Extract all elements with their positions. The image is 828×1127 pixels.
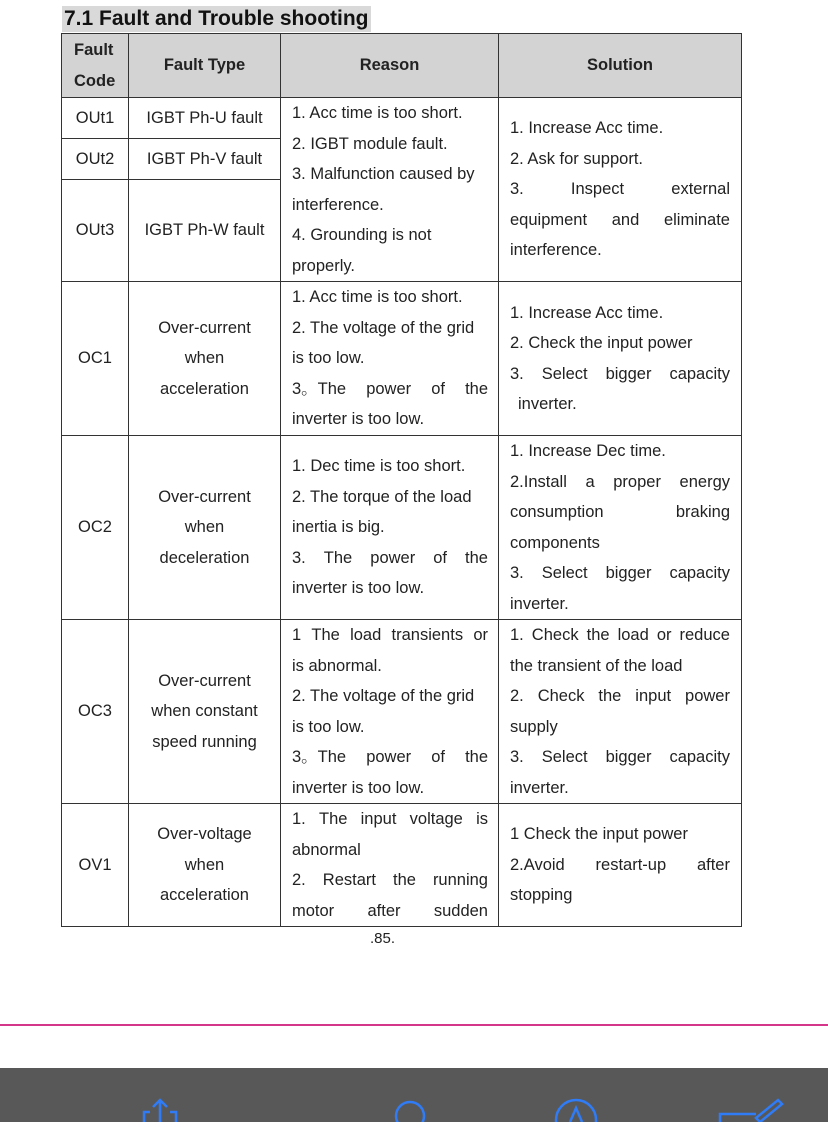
header-fault-code: Fault Code bbox=[62, 34, 129, 98]
fault-type: IGBT Ph-V fault bbox=[129, 139, 281, 180]
markup-icon[interactable] bbox=[552, 1098, 600, 1127]
header-fault-type: Fault Type bbox=[129, 34, 281, 98]
reason-cell: 1. Acc time is too short. 2. The voltage of the grid is too low. 3。The power of the inverter is too low. bbox=[281, 282, 499, 436]
table-row bbox=[62, 436, 742, 620]
bottom-toolbar bbox=[0, 1068, 828, 1122]
reason-cell: 1 The load transients or is abnormal. 2. The voltage of the grid is too low. 3。The power of the inverter is too low. bbox=[281, 620, 499, 804]
table-row bbox=[62, 804, 742, 927]
header-reason: Reason bbox=[281, 34, 499, 98]
fault-type: Over-voltage when acceleration bbox=[129, 804, 281, 927]
fault-type: Over-current when acceleration bbox=[129, 282, 281, 436]
fault-type: Over-current when deceleration bbox=[129, 436, 281, 620]
page-number: .85. bbox=[370, 930, 396, 947]
fault-type: IGBT Ph-W fault bbox=[129, 180, 281, 282]
section-title: 7.1 Fault and Trouble shooting bbox=[64, 7, 369, 30]
fault-code: OUt2 bbox=[62, 139, 129, 180]
fault-code: OUt1 bbox=[62, 98, 129, 139]
table-row bbox=[62, 282, 742, 436]
reason-cell: 1. Acc time is too short. 2. IGBT module fault. 3. Malfunction caused by interference. 4. Grounding is not properly. bbox=[281, 98, 499, 282]
table-row bbox=[62, 98, 742, 139]
fault-code: OC2 bbox=[62, 436, 129, 620]
fault-code: OC3 bbox=[62, 620, 129, 804]
table-header-row bbox=[62, 34, 742, 98]
reason-cell: 1. The input voltage is abnormal 2. Restart the running motor after sudden bbox=[281, 804, 499, 927]
fault-code: OV1 bbox=[62, 804, 129, 927]
solution-cell: 1. Increase Acc time. 2. Ask for support. 3. Inspect external equipment and eliminate interference. bbox=[499, 98, 742, 282]
solution-cell: 1 Check the input power 2.Avoid restart-up after stopping bbox=[499, 804, 742, 927]
search-icon[interactable] bbox=[390, 1098, 430, 1127]
header-solution: Solution bbox=[499, 34, 742, 98]
reason-cell: 1. Dec time is too short. 2. The torque of the load inertia is big. 3. The power of the inverter is too low. bbox=[281, 436, 499, 620]
share-icon[interactable] bbox=[140, 1098, 180, 1127]
solution-cell: 1. Check the load or reduce the transient of the load 2. Check the input power supply 3. Select bigger capacity inverter. bbox=[499, 620, 742, 804]
fault-type: Over-current when constant speed running bbox=[129, 620, 281, 804]
table-row bbox=[62, 620, 742, 804]
fault-table bbox=[61, 33, 742, 927]
fault-type: IGBT Ph-U fault bbox=[129, 98, 281, 139]
fault-code: OC1 bbox=[62, 282, 129, 436]
fault-code: OUt3 bbox=[62, 180, 129, 282]
solution-cell: 1. Increase Dec time. 2.Install a proper energy consumption braking components 3. Select bigger capacity inverter. bbox=[499, 436, 742, 620]
solution-cell: 1. Increase Acc time. 2. Check the input power 3. Select bigger capacity inverter. bbox=[499, 282, 742, 436]
page-divider bbox=[0, 1024, 828, 1026]
edit-icon[interactable] bbox=[716, 1098, 786, 1127]
